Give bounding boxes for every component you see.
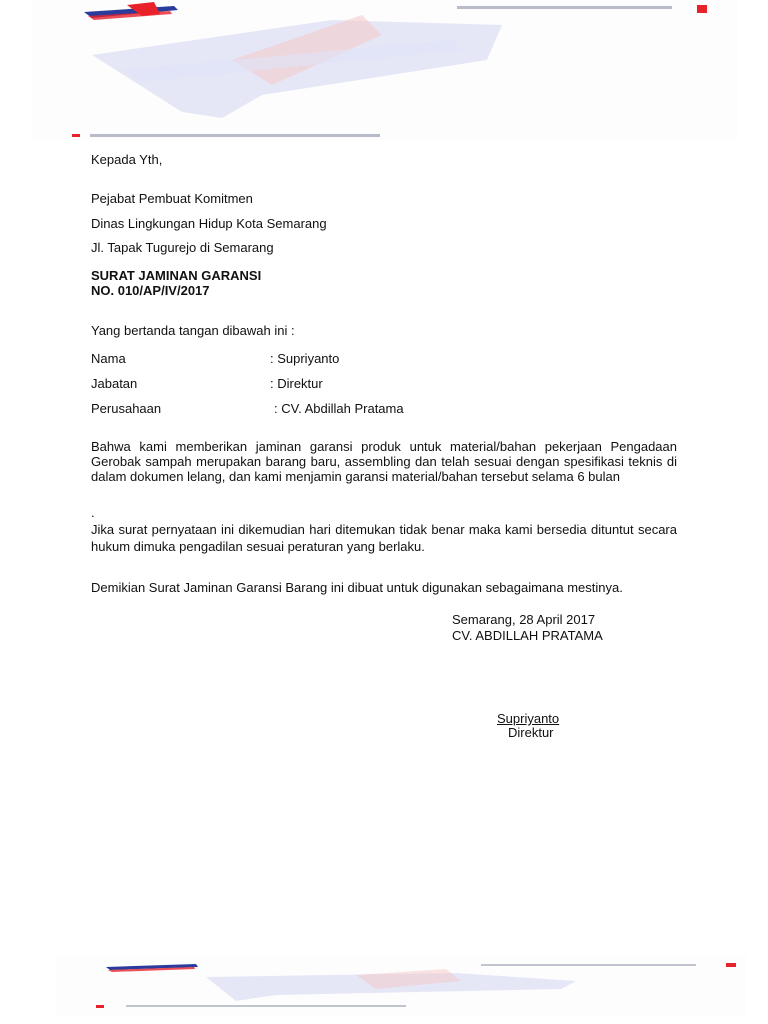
body-dot: .	[91, 505, 95, 520]
place-date: Semarang, 28 April 2017	[452, 612, 596, 627]
recipient-line-3: Jl. Tapak Tugurejo di Semarang	[91, 240, 274, 255]
footer-letterhead	[56, 955, 746, 1015]
field-value-perusahaan: : CV. Abdillah Pratama	[274, 401, 404, 416]
field-label-perusahaan: Perusahaan	[91, 401, 162, 416]
letterhead	[32, 0, 738, 140]
field-label-nama: Nama	[91, 351, 126, 366]
intro-text: Yang bertanda tangan dibawah ini :	[91, 323, 295, 338]
field-value-nama: : Supriyanto	[270, 351, 340, 366]
recipient-line-2: Dinas Lingkungan Hidup Kota Semarang	[91, 216, 327, 231]
letter-title: SURAT JAMINAN GARANSI	[91, 268, 262, 283]
letter-number: NO. 010/AP/IV/2017	[91, 283, 210, 298]
footer-logo	[56, 955, 746, 1015]
body-paragraph-1: Bahwa kami memberikan jaminan garansi produk untuk material/bahan pekerjaan Pengadaan Gerobak sampah merupakan barang baru, assembling dan telah sesuai dengan spesifikasi teknis di dalam dokumen lelang, dan kami menjamin garansi material/bahan tersebut selama 6 bulan	[91, 439, 677, 484]
signatory-name: Supriyanto	[497, 711, 560, 726]
field-label-jabatan: Jabatan	[91, 376, 138, 391]
company-logo	[32, 0, 738, 140]
recipient-line-1: Pejabat Pembuat Komitmen	[91, 191, 253, 206]
signature-company: CV. ABDILLAH PRATAMA	[452, 628, 603, 643]
signatory-position: Direktur	[508, 725, 554, 740]
body-paragraph-2: Jika surat pernyataan ini dikemudian hari ditemukan tidak benar maka kami bersedia dituntut secara hukum dimuka pengadilan sesuai peraturan yang berlaku.	[91, 522, 677, 554]
field-value-jabatan: : Direktur	[270, 376, 323, 391]
closing-text: Demikian Surat Jaminan Garansi Barang ini dibuat untuk digunakan sebagaimana mestinya.	[91, 580, 623, 595]
greeting: Kepada Yth,	[91, 152, 163, 167]
